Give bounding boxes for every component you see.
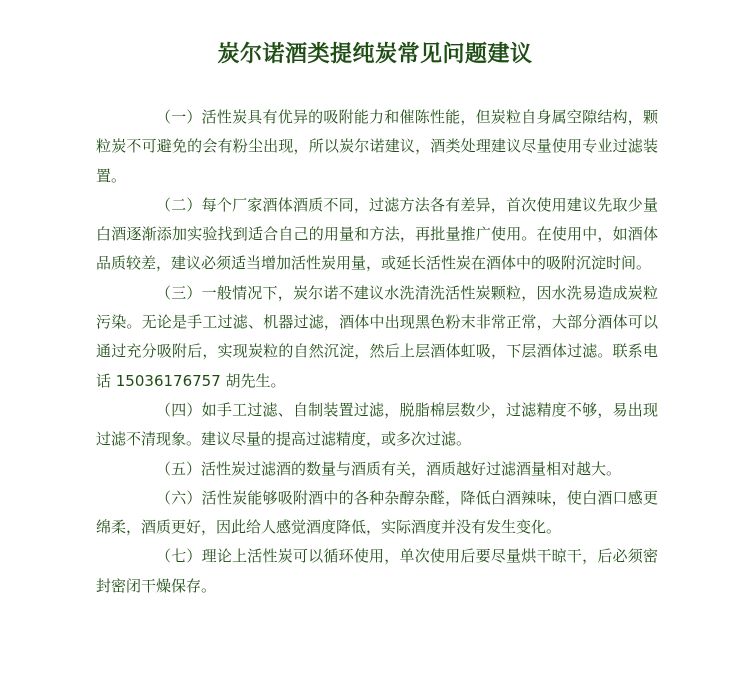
paragraph-7: （七）理论上活性炭可以循环使用，单次使用后要尽量烘干晾干，后必须密封密闭干燥保存。 [96, 547, 658, 595]
document-body [96, 103, 658, 601]
page-title: 炭尔诺酒类提纯炭常见问题建议 [217, 42, 533, 67]
paragraph-3: （三）一般情况下，炭尔诺不建议水洗清洗活性炭颗粒，因水洗易造成炭粒污染。无论是手工过滤、机器过滤，酒体中出现黑色粉末非常正常，大部分酒体可以通过充分吸附后，实现炭粒的自然沉淀，然后上层酒体虹吸，下层酒体过滤。联系电话 15036176757 胡先生。 [96, 283, 658, 390]
paragraph-6: （六）活性炭能够吸附酒中的各种杂醇杂醛，降低白酒辣味，使白酒口感更绵柔，酒质更好，因此给人感觉酒度降低，实际酒度并没有发生变化。 [96, 488, 658, 537]
paragraph-1: （一）活性炭具有优异的吸附能力和催陈性能，但炭粒自身属空隙结构，颗粒炭不可避免的会有粉尘出现，所以炭尔诺建议，酒类处理建议尽量使用专业过滤装置。 [96, 108, 658, 185]
paragraph-2: （二）每个厂家酒体酒质不同，过滤方法各有差异，首次使用建议先取少量白酒逐渐添加实验找到适合自己的用量和方法，再批量推广使用。在使用中，如酒体品质较差，建议必须适当增加活性炭用量，或延长活性炭在酒体中的吸附沉淀时间。 [96, 195, 658, 273]
paragraph-4: （四）如手工过滤、自制装置过滤，脱脂棉层数少，过滤精度不够，易出现过滤不清现象。建议尽量的提高过滤精度，或多次过滤。 [96, 400, 658, 449]
paragraph-5: （五）活性炭过滤酒的数量与酒质有关，酒质越好过滤酒量相对越大。 [156, 459, 622, 478]
